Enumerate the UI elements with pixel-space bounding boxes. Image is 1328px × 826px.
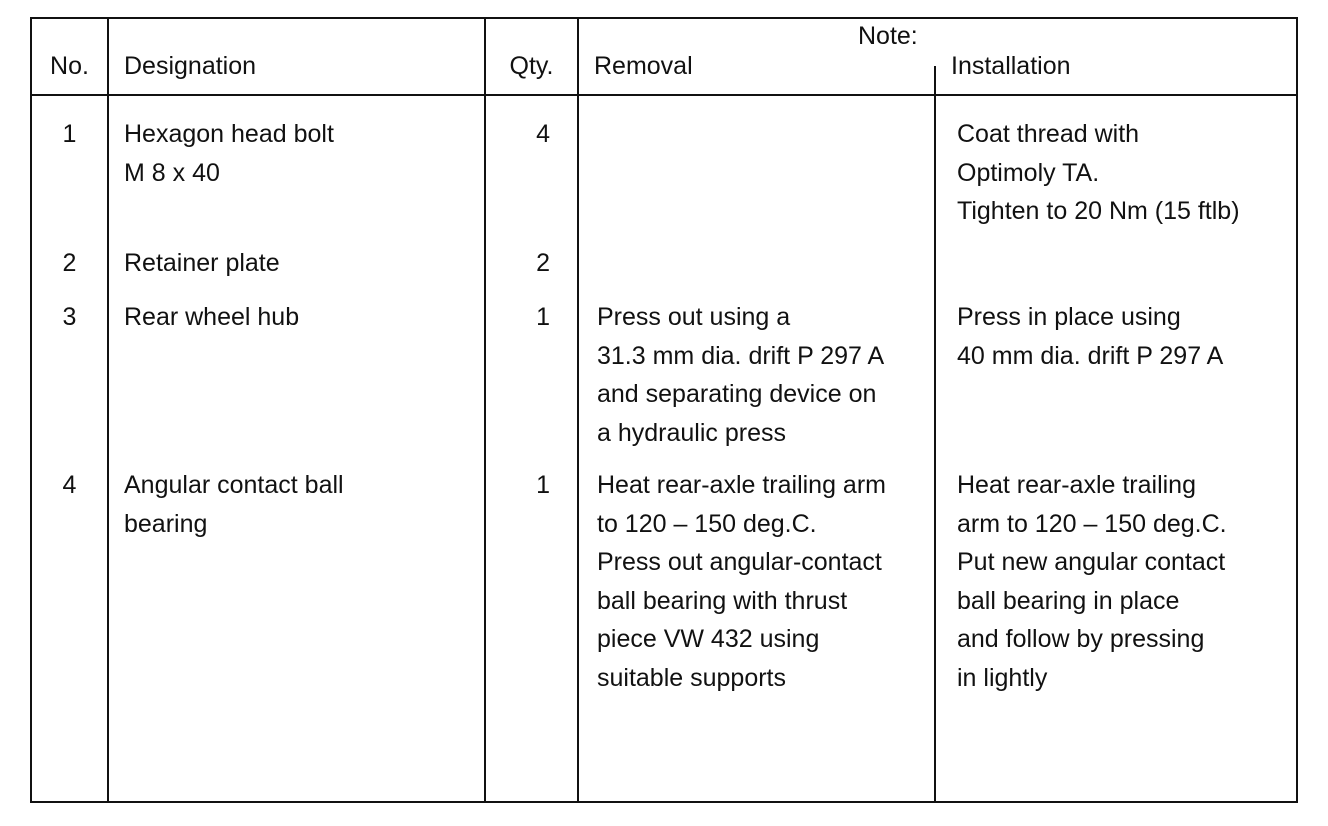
header-no: No. — [50, 52, 89, 80]
row-qty: 4 — [536, 120, 550, 148]
row-qty: 1 — [536, 303, 550, 331]
row-installation: Heat rear-axle trailing arm to 120 – 150 deg.C. Put new angular contact ball bearing in place and follow by pressing in lightly — [957, 471, 1227, 692]
row-designation: Angular contact ball bearing — [124, 471, 344, 538]
row-designation: Rear wheel hub — [124, 303, 300, 331]
column-divider — [577, 17, 579, 803]
header-note: Note: — [858, 22, 918, 50]
column-divider — [934, 66, 936, 803]
row-qty: 1 — [536, 471, 550, 499]
row-no: 1 — [62, 120, 77, 148]
row-installation: Coat thread with Optimoly TA. Tighten to 20 Nm (15 ftlb) — [957, 120, 1240, 225]
column-divider — [107, 17, 109, 803]
row-qty: 2 — [536, 249, 550, 277]
header-designation: Designation — [124, 52, 257, 80]
row-no: 3 — [62, 303, 77, 331]
row-designation: Retainer plate — [124, 249, 280, 277]
header-removal: Removal — [594, 52, 693, 80]
row-designation: Hexagon head bolt M 8 x 40 — [124, 120, 334, 187]
row-installation: Press in place using 40 mm dia. drift P 297 A — [957, 303, 1224, 370]
row-removal: Heat rear-axle trailing arm to 120 – 150 deg.C. Press out angular-contact ball bearing with thrust piece VW 432 using suitable supports — [597, 471, 886, 692]
row-no: 2 — [62, 249, 77, 277]
row-removal: Press out using a 31.3 mm dia. drift P 297 A and separating device on a hydraulic press — [597, 303, 885, 447]
header-divider — [30, 94, 1298, 96]
row-no: 4 — [62, 471, 77, 499]
header-installation: Installation — [951, 52, 1071, 80]
header-qty: Qty. — [509, 52, 554, 80]
